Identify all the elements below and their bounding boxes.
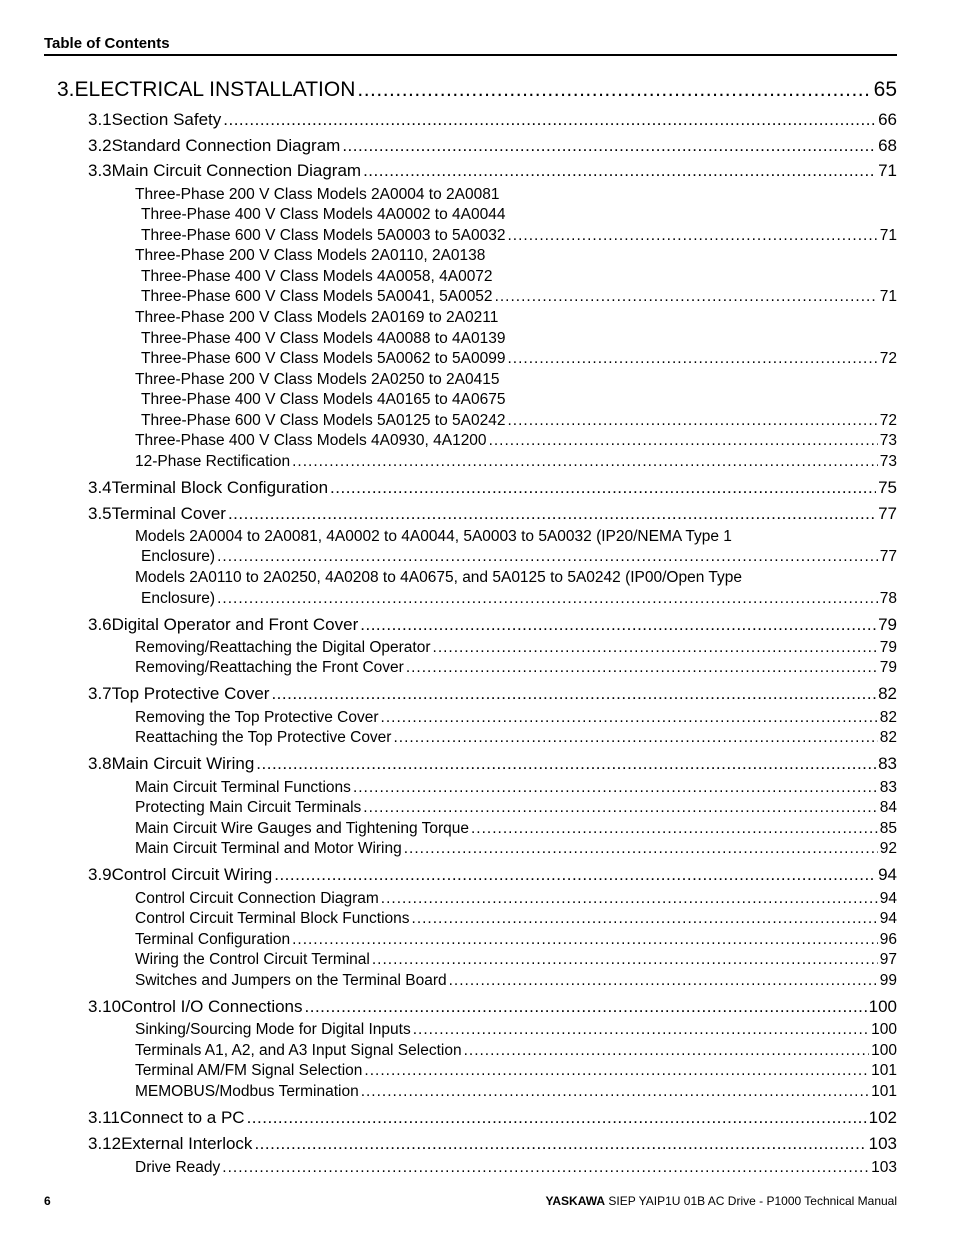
sub-entry-page: 96 xyxy=(879,931,897,948)
section-number: 3.7 xyxy=(88,684,112,703)
section-title: Control Circuit Wiring xyxy=(111,865,273,884)
sub-entry-title: Three-Phase 400 V Class Models 4A0165 to 4A0675 xyxy=(141,391,506,408)
sub-entry-title: Removing the Top Protective Cover xyxy=(135,709,379,726)
sub-entry-title: Main Circuit Terminal Functions xyxy=(135,779,351,796)
sub-entry-title: Three-Phase 400 V Class Models 4A0002 to 4A0044 xyxy=(141,206,506,223)
sub-entry-title: Three-Phase 200 V Class Models 2A0169 to 2A0211 xyxy=(135,309,499,326)
section-number: 3.10 xyxy=(88,997,122,1016)
toc-sub-entry[interactable] xyxy=(135,1021,897,1039)
toc-sub-entry[interactable] xyxy=(141,412,897,430)
footer-manual-name: SIEP YAIP1U 01B AC Drive - P1000 Technical Manual xyxy=(605,1194,897,1208)
sub-entry-title: Three-Phase 400 V Class Models 4A0058, 4A0072 xyxy=(141,268,493,285)
section-title: Main Circuit Connection Diagram xyxy=(111,161,362,180)
toc-sub-entry[interactable] xyxy=(135,186,897,204)
sub-entry-title: Enclosure) xyxy=(141,590,216,607)
toc-section-entry[interactable] xyxy=(88,615,897,635)
section-number: 3.11 xyxy=(88,1108,120,1127)
sub-entry-page: 103 xyxy=(871,1159,897,1176)
toc-section-entry[interactable] xyxy=(88,684,897,704)
section-number: 3.9 xyxy=(88,865,112,884)
dot-leader xyxy=(222,1159,869,1177)
dot-leader xyxy=(363,161,876,181)
toc-sub-entry[interactable] xyxy=(135,528,897,546)
section-page: 77 xyxy=(878,504,897,523)
toc-sub-entry[interactable] xyxy=(141,350,897,368)
dot-leader xyxy=(228,504,876,524)
toc-sub-entry[interactable] xyxy=(135,309,897,327)
sub-entry-page: 71 xyxy=(879,227,897,244)
toc-sub-entry[interactable] xyxy=(135,453,897,471)
dot-leader xyxy=(363,799,877,817)
toc-section-entry[interactable] xyxy=(88,478,897,498)
dot-leader xyxy=(507,412,877,430)
dot-leader xyxy=(471,820,878,838)
sub-entry-title: Drive Ready xyxy=(135,1159,221,1176)
dot-leader xyxy=(223,110,876,130)
section-number: 3.4 xyxy=(88,478,112,497)
section-title: Section Safety xyxy=(111,110,222,129)
sub-entry-page: 101 xyxy=(871,1083,897,1100)
sub-entry-title: Models 2A0110 to 2A0250, 4A0208 to 4A0675, and 5A0125 to 5A0242 (IP00/Open Type xyxy=(135,569,742,586)
section-title: Digital Operator and Front Cover xyxy=(111,615,359,634)
dot-leader xyxy=(292,931,878,949)
toc-sub-entry[interactable] xyxy=(135,972,897,990)
toc-sub-entry[interactable] xyxy=(135,779,897,797)
toc-sub-entry[interactable] xyxy=(141,288,897,306)
sub-entry-title: Three-Phase 400 V Class Models 4A0088 to 4A0139 xyxy=(141,330,506,347)
section-number: 3.8 xyxy=(88,754,112,773)
dot-leader xyxy=(217,548,878,566)
toc-section-entry[interactable] xyxy=(88,997,897,1017)
toc-sub-entry[interactable] xyxy=(141,548,897,566)
dot-leader xyxy=(256,754,876,774)
sub-entry-title: Switches and Jumpers on the Terminal Board xyxy=(135,972,447,989)
dot-leader xyxy=(413,1021,869,1039)
sub-entry-page: 97 xyxy=(879,951,897,968)
sub-entry-page: 73 xyxy=(879,453,897,470)
toc-sub-entry[interactable] xyxy=(141,268,897,286)
dot-leader xyxy=(247,1108,867,1128)
toc-sub-entry[interactable] xyxy=(135,820,897,838)
toc-sub-entry[interactable] xyxy=(135,639,897,657)
sub-entry-title: Three-Phase 400 V Class Models 4A0930, 4A1200 xyxy=(135,432,487,449)
dot-leader xyxy=(381,709,878,727)
sub-entry-page: 83 xyxy=(879,779,897,796)
sub-entry-title: Enclosure) xyxy=(141,548,216,565)
sub-entry-title: Control Circuit Connection Diagram xyxy=(135,890,379,907)
toc-sub-entry[interactable] xyxy=(135,910,897,928)
sub-entry-page: 100 xyxy=(871,1021,897,1038)
sub-entry-page: 78 xyxy=(879,590,897,607)
sub-entry-page: 99 xyxy=(879,972,897,989)
dot-leader xyxy=(360,615,876,635)
dot-leader xyxy=(412,910,878,928)
dot-leader xyxy=(495,288,878,306)
dot-leader xyxy=(489,432,878,450)
dot-leader xyxy=(364,1062,869,1080)
dot-leader xyxy=(433,639,878,657)
section-title: Connect to a PC xyxy=(119,1108,245,1127)
dot-leader xyxy=(361,1083,869,1101)
toc-sub-entry[interactable] xyxy=(141,330,897,348)
section-page: 82 xyxy=(878,684,897,703)
sub-entry-page: 82 xyxy=(879,729,897,746)
chapter-number: 3. xyxy=(57,78,75,101)
sub-entry-title: Control Circuit Terminal Block Functions xyxy=(135,910,410,927)
toc-sub-entry[interactable] xyxy=(135,931,897,949)
toc-sub-entry[interactable] xyxy=(135,1083,897,1101)
toc-sub-entry[interactable] xyxy=(141,206,897,224)
dot-leader xyxy=(305,997,867,1017)
sub-entry-title: Main Circuit Wire Gauges and Tightening Torque xyxy=(135,820,469,837)
toc-sub-entry[interactable] xyxy=(135,951,897,969)
section-page: 100 xyxy=(868,997,897,1016)
section-title: Terminal Cover xyxy=(111,504,226,523)
sub-entry-title: Three-Phase 600 V Class Models 5A0003 to 5A0032 xyxy=(141,227,506,244)
section-title: Control I/O Connections xyxy=(121,997,303,1016)
sub-entry-page: 73 xyxy=(879,432,897,449)
toc-sub-entry[interactable] xyxy=(135,1159,897,1177)
dot-leader xyxy=(330,478,876,498)
toc-sub-entry[interactable] xyxy=(135,432,897,450)
sub-entry-title: Three-Phase 200 V Class Models 2A0110, 2A0138 xyxy=(135,247,486,264)
section-page: 71 xyxy=(878,161,897,180)
dot-leader xyxy=(217,590,878,608)
section-title: Top Protective Cover xyxy=(111,684,270,703)
sub-entry-title: Three-Phase 600 V Class Models 5A0125 to 5A0242 xyxy=(141,412,506,429)
toc-section-entry[interactable] xyxy=(88,110,897,130)
toc-section-entry[interactable] xyxy=(88,136,897,156)
toc-sub-entry[interactable] xyxy=(135,659,897,677)
dot-leader xyxy=(464,1042,870,1060)
section-page: 66 xyxy=(878,110,897,129)
toc-section-entry[interactable] xyxy=(88,1134,897,1154)
sub-entry-title: Removing/Reattaching the Front Cover xyxy=(135,659,404,676)
sub-entry-title: Three-Phase 200 V Class Models 2A0250 to 2A0415 xyxy=(135,371,500,388)
sub-entry-page: 79 xyxy=(879,639,897,656)
toc-sub-entry[interactable] xyxy=(135,371,897,389)
sub-entry-title: Wiring the Control Circuit Terminal xyxy=(135,951,370,968)
section-title: Main Circuit Wiring xyxy=(111,754,255,773)
footer-manual-title xyxy=(545,1194,897,1208)
toc-sub-entry[interactable] xyxy=(141,227,897,245)
sub-entry-title: Reattaching the Top Protective Cover xyxy=(135,729,392,746)
section-number: 3.5 xyxy=(88,504,112,523)
sub-entry-page: 77 xyxy=(879,548,897,565)
sub-entry-page: 94 xyxy=(879,910,897,927)
dot-leader xyxy=(342,136,876,156)
sub-entry-page: 92 xyxy=(879,840,897,857)
sub-entry-title: Removing/Reattaching the Digital Operator xyxy=(135,639,431,656)
dot-leader xyxy=(292,453,878,471)
chapter-page: 65 xyxy=(873,78,897,101)
toc-chapter-entry[interactable] xyxy=(57,78,897,102)
sub-entry-page: 101 xyxy=(871,1062,897,1079)
dot-leader xyxy=(404,840,878,858)
section-title: Terminal Block Configuration xyxy=(111,478,329,497)
sub-entry-page: 79 xyxy=(879,659,897,676)
sub-entry-title: Three-Phase 200 V Class Models 2A0004 to 2A0081 xyxy=(135,186,500,203)
section-page: 102 xyxy=(868,1108,897,1127)
section-page: 83 xyxy=(878,754,897,773)
toc-sub-entry[interactable] xyxy=(135,569,897,587)
section-page: 103 xyxy=(868,1134,897,1153)
dot-leader xyxy=(274,865,876,885)
toc-sub-entry[interactable] xyxy=(135,247,897,265)
toc-section-entry[interactable] xyxy=(88,754,897,774)
toc-section-entry[interactable] xyxy=(88,865,897,885)
sub-entry-title: Three-Phase 600 V Class Models 5A0062 to 5A0099 xyxy=(141,350,506,367)
dot-leader xyxy=(381,890,878,908)
dot-leader xyxy=(449,972,878,990)
dot-leader xyxy=(372,951,878,969)
section-title: Standard Connection Diagram xyxy=(111,136,341,155)
section-page: 94 xyxy=(878,865,897,884)
sub-entry-title: Main Circuit Terminal and Motor Wiring xyxy=(135,840,402,857)
dot-leader xyxy=(406,659,878,677)
sub-entry-page: 84 xyxy=(879,799,897,816)
sub-entry-page: 72 xyxy=(879,350,897,367)
sub-entry-page: 85 xyxy=(879,820,897,837)
sub-entry-page: 100 xyxy=(871,1042,897,1059)
section-title: External Interlock xyxy=(121,1134,253,1153)
toc-section-entry[interactable] xyxy=(88,504,897,524)
sub-entry-page: 94 xyxy=(879,890,897,907)
dot-leader xyxy=(254,1134,866,1154)
header-title: Table of Contents xyxy=(44,35,170,52)
dot-leader xyxy=(353,779,878,797)
sub-entry-title: Sinking/Sourcing Mode for Digital Inputs xyxy=(135,1021,411,1038)
dot-leader xyxy=(393,729,877,747)
section-page: 68 xyxy=(878,136,897,155)
sub-entry-title: MEMOBUS/Modbus Termination xyxy=(135,1083,359,1100)
toc-sub-entry[interactable] xyxy=(135,890,897,908)
toc-sub-entry[interactable] xyxy=(135,799,897,817)
sub-entry-page: 82 xyxy=(879,709,897,726)
section-number: 3.12 xyxy=(88,1134,122,1153)
section-page: 75 xyxy=(878,478,897,497)
dot-leader xyxy=(507,350,877,368)
section-number: 3.2 xyxy=(88,136,112,155)
sub-entry-page: 71 xyxy=(879,288,897,305)
sub-entry-title: Three-Phase 600 V Class Models 5A0041, 5A0052 xyxy=(141,288,493,305)
toc-sub-entry[interactable] xyxy=(135,1062,897,1080)
section-number: 3.3 xyxy=(88,161,112,180)
toc-section-entry[interactable] xyxy=(88,1108,897,1128)
toc-sub-entry[interactable] xyxy=(141,590,897,608)
toc-section-entry[interactable] xyxy=(88,161,897,181)
sub-entry-title: Terminal AM/FM Signal Selection xyxy=(135,1062,363,1079)
dot-leader xyxy=(271,684,876,704)
sub-entry-title: Terminals A1, A2, and A3 Input Signal Selection xyxy=(135,1042,462,1059)
toc-sub-entry[interactable] xyxy=(135,729,897,747)
footer-page-number: 6 xyxy=(44,1194,51,1208)
sub-entry-title: Models 2A0004 to 2A0081, 4A0002 to 4A0044, 5A0003 to 5A0032 (IP20/NEMA Type 1 xyxy=(135,528,732,545)
toc-sub-entry[interactable] xyxy=(135,840,897,858)
toc-sub-entry[interactable] xyxy=(135,1042,897,1060)
dot-leader xyxy=(357,78,871,102)
section-number: 3.6 xyxy=(88,615,112,634)
sub-entry-title: 12-Phase Rectification xyxy=(135,453,291,470)
chapter-title: ELECTRICAL INSTALLATION xyxy=(74,78,356,101)
header-divider xyxy=(44,54,897,56)
toc-sub-entry[interactable] xyxy=(135,709,897,727)
dot-leader xyxy=(507,227,877,245)
toc-sub-entry[interactable] xyxy=(141,391,897,409)
footer-brand: YASKAWA xyxy=(545,1194,606,1208)
sub-entry-title: Terminal Configuration xyxy=(135,931,291,948)
sub-entry-title: Protecting Main Circuit Terminals xyxy=(135,799,362,816)
section-number: 3.1 xyxy=(88,110,112,129)
section-page: 79 xyxy=(878,615,897,634)
sub-entry-page: 72 xyxy=(879,412,897,429)
